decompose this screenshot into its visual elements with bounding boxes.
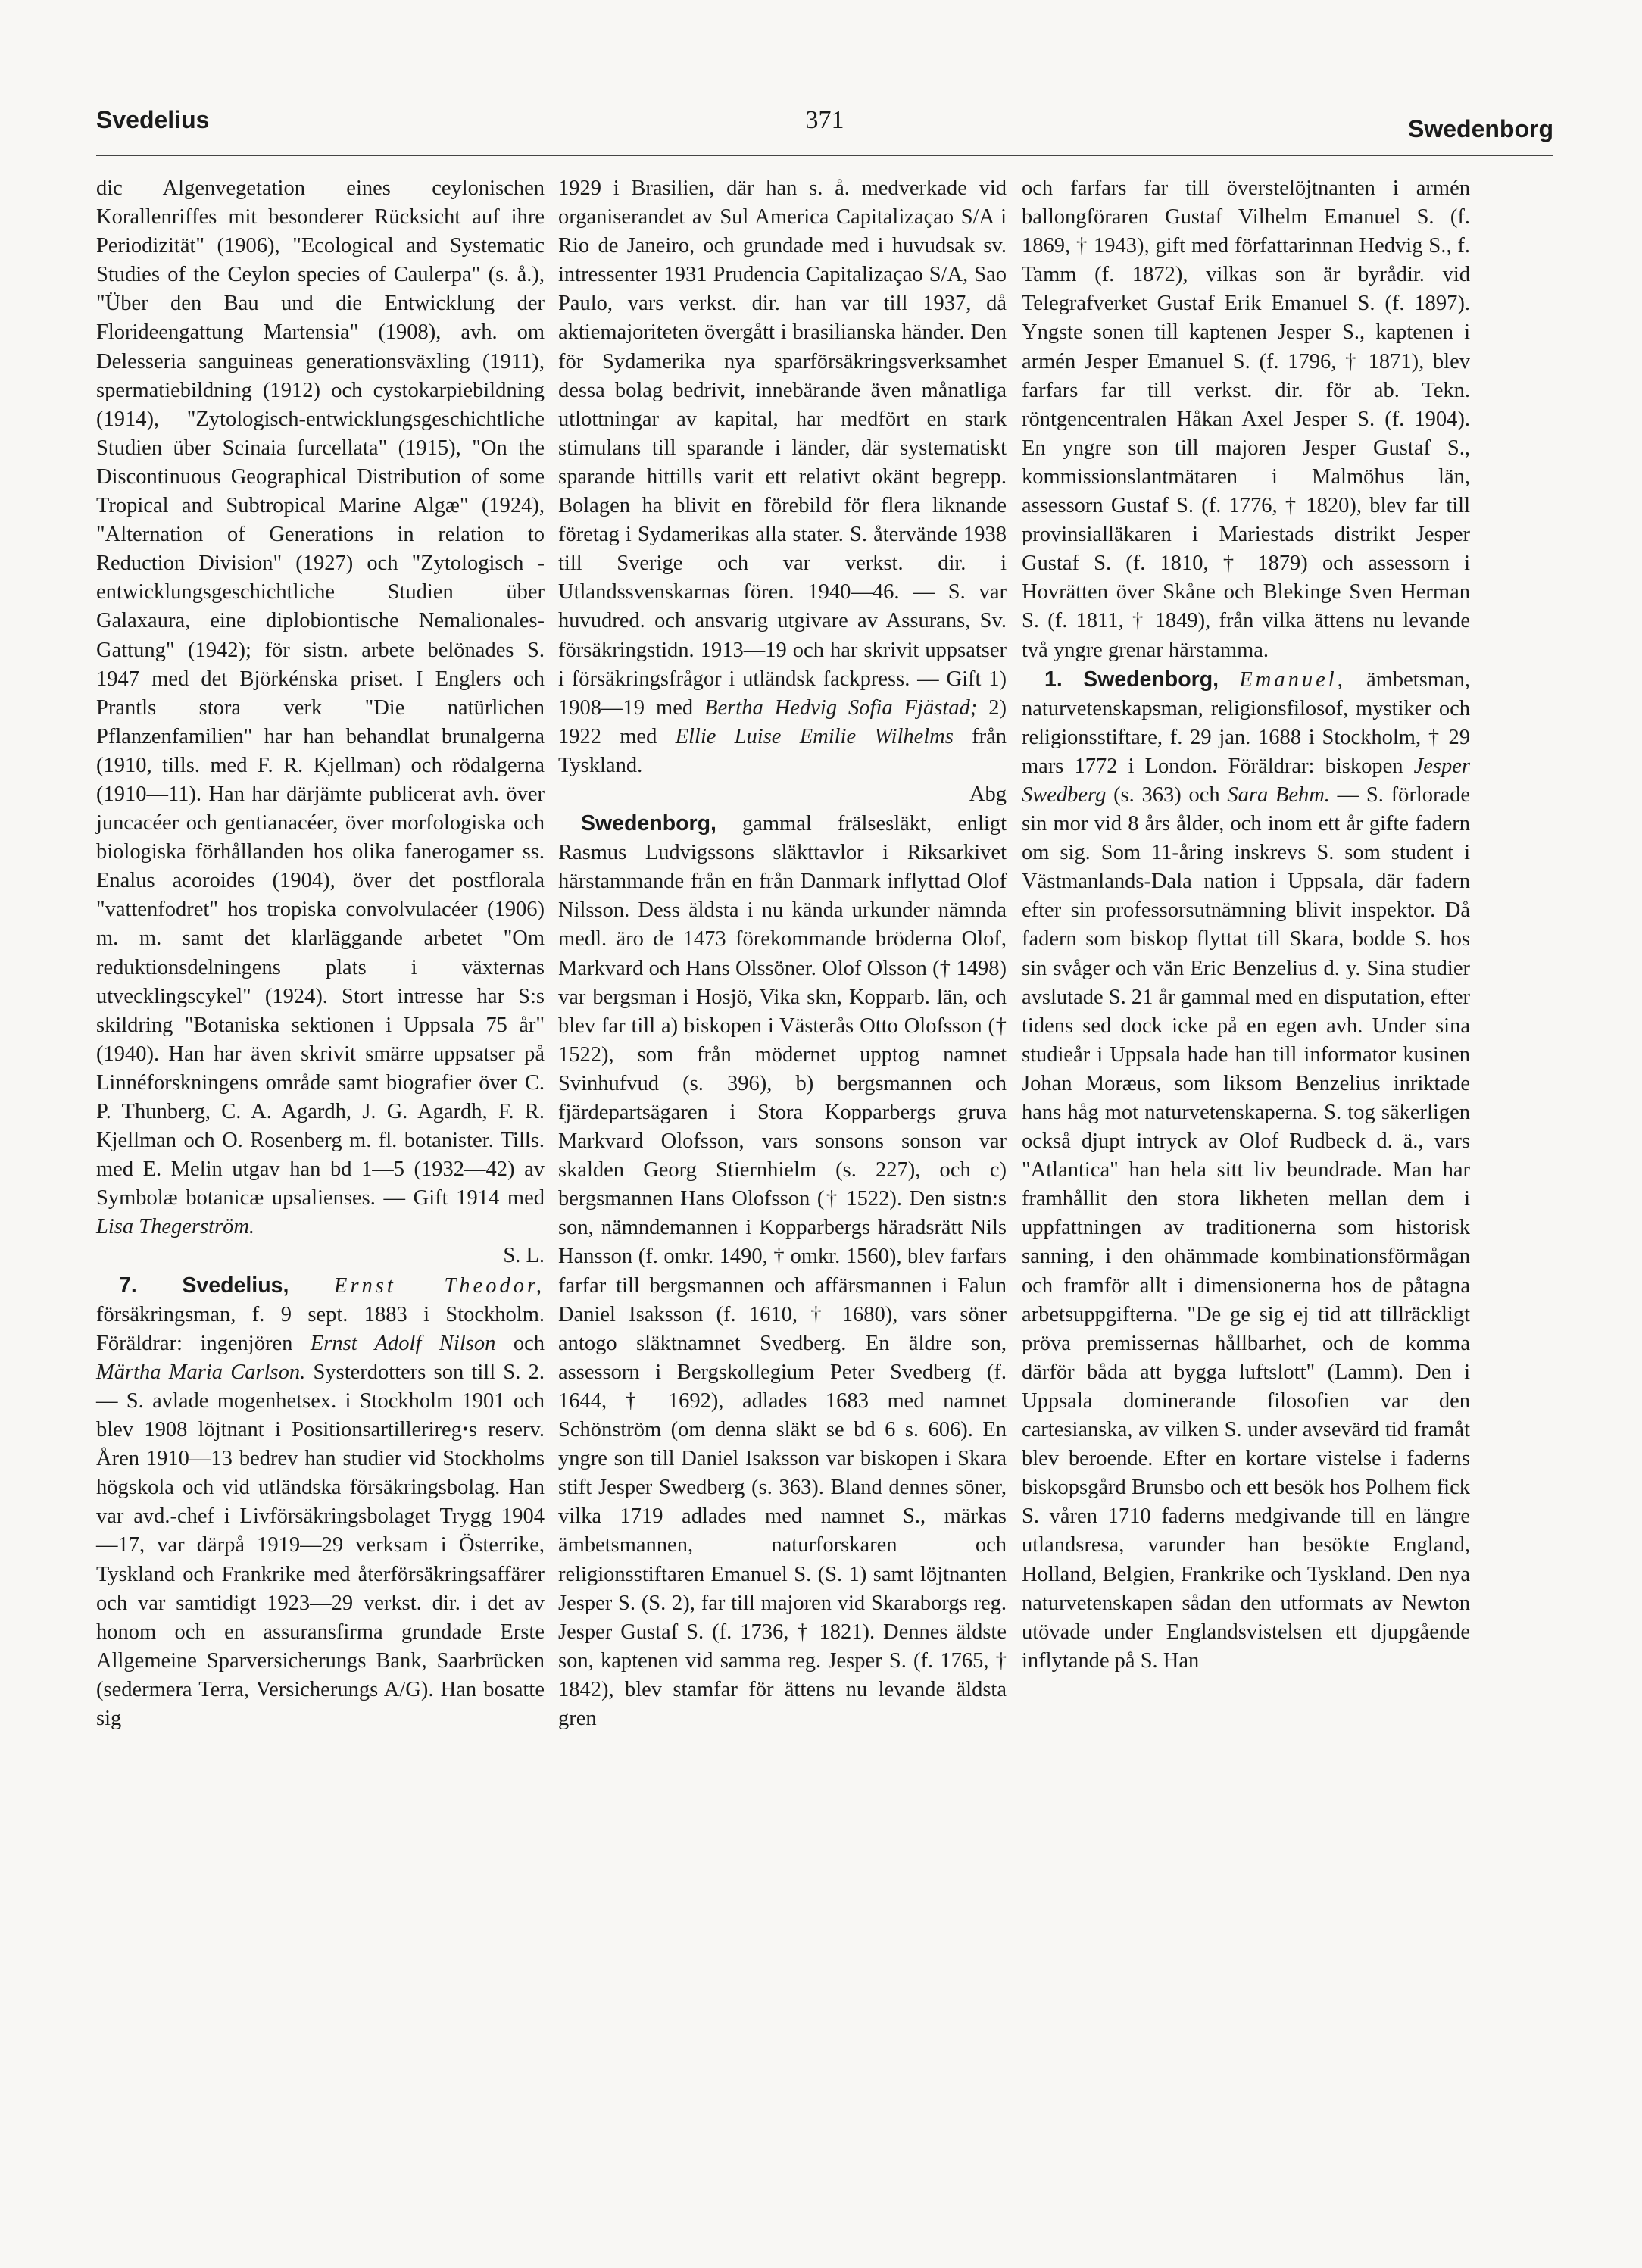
entry-svedelius-7 xyxy=(96,1271,545,1734)
paragraph-text: från Tyskland. xyxy=(558,724,1007,777)
father-name: Jesper Swedberg xyxy=(1022,754,1470,807)
entry-text: (s. 363) och xyxy=(1113,783,1220,807)
father-name: Ernst Adolf Nilson xyxy=(310,1331,496,1355)
entry-surname: Swedenborg, xyxy=(581,811,716,836)
page-number: 371 xyxy=(805,106,844,134)
mother-name: Sara Behm. xyxy=(1227,783,1330,807)
signature: Abg xyxy=(969,782,1007,806)
entry-swedenborg-1 xyxy=(1022,665,1470,1676)
entry-number: 7. xyxy=(119,1273,137,1298)
entry-text: och xyxy=(513,1331,545,1355)
entry-text: gammal frälsesläkt, enligt Rasmus Ludvigssons släkttavlor i Riksarkivet härstammande från en från Danmark inflyttad Olof Nilsson. Dess äldsta i nu kända urkunder nämnda medl. äro de 1473 förekommande bröderna Olof, Markvard och Hans Olssöner. Olof Olsson († 1498) var bergsman i Hosjö, Vika skn, Kopparb. län, och blev far till a) biskopen i Västerås Otto Olofsson († 1522), som från mödernet upptog namnet Svinhufvud (s. 396), b) bergsmannen och fjärdepartsägaren i Stora Kopparbergs gruva Markvard Olofsson, vars sonsons sonson var skalden Georg Stiernhielm (s. 227), och c) bergsmannen Hans Olofsson († 1522). Den sistn:s son, nämndemannen i Kopparbergs häradsrätt Nils Hansson (f. omkr. 1490, † omkr. 1560), blev farfars farfar till bergsmannen och affärsmannen i Falun Daniel Isaksson (f. 1610, † 1680), vars söner antogo släktnamnet Svedberg. En äldre son, assessorn i Bergskollegium Peter Svedberg (f. 1644, † 1692), adlades 1683 med namnet Schönström (om denna släkt se bd 6 s. 606). En yngre son till Daniel Isaksson var biskopen i Skara stift Jesper Swedberg (s. 363). Bland dennes söner, vilka 1719 adlades med namnet S., märkas ämbetsmannen, naturforskaren och religionsstiftaren Emanuel S. (S. 1) samt löjtnanten Jesper S. (S. 2), far till majoren vid Skaraborgs reg. Jesper Gustaf S. (f. 1736, † 1821). Dennes äldste son, kaptenen vid samma reg. Jesper S. (f. 1765, † 1842), blev stamfar för ättens nu levande äldsta gren xyxy=(558,812,1007,1730)
entry-text: ämbetsman, naturvetenskapsman, religionsfilosof, mystiker och religionsstiftare, f. 29 jan. 1688 i Stockholm, † 29 mars 1772 i London. Föräldrar: biskopen xyxy=(1022,667,1471,778)
entry-given-names: Emanuel, xyxy=(1239,667,1346,692)
paragraph-text: dic Algenvegetation eines ceylonischen Korallenriffes mit besonderer Rücksicht auf ihre Periodizität" (1906), "Ecological and Systematic Studies of the Ceylon species of Caulerpa" (s. å.), "Über den Bau und die Entwicklung der Florideengattung Martensia" (1908), avh. om Delesseria sanguineas generationsväxling (1911), spermatiebildning (1912) och cystokarpiebildning (1914), "Zytologisch-entwicklungsgeschichtliche Studien über Scinaia furcellata" (1915), "On the Discontinuous Geographical Distribution of some Tropical and Subtropical Marine Algæ" (1924), "Alternation of Generations in relation to Reduction Division" (1927) och "Zytologisch - entwicklungsgeschichtliche Studien über Galaxaura, eine diplobiontische Nemalionales-Gattung" (1942); för sistn. arbete belönades S. 1947 med det Björkénska priset. I Englers och Prantls stora verk "Die natürlichen Pflanzenfamilien" har han behandlat brunalgerna (1910, tills. med F. R. Kjellman) och rödalgerna (1910—11). Han har därjämte publicerat avh. över juncacéer och gentianacéer, över morfologiska och biologiska förhållanden hos olika fanerogamer ss. Enalus acoroides (1904), över det postflorala "vattenfodret" hos tropiska convolvulacéer (1906) m. m. samt det klarläggande arbetet "Om reduktionsdelningens plats i växternas utvecklingscykel" (1924). Stort intresse har S:s skildring "Botaniska sektionen i Uppsala 75 år" (1940). Han har även skrivit smärre uppsatser på Linnéforskningens område samt biografier över C. P. Thunberg, C. A. Agardh, J. G. Agardh, F. R. Kjellman och O. Rosenberg m. fl. botanister. Tills. med E. Melin utgav han bd 1—5 (1932—42) av Symbolæ botanicæ upsalienses. — Gift 1914 med xyxy=(96,177,545,1211)
spouse-name: Ellie Luise Emilie Wilhelms xyxy=(675,724,954,748)
paragraph: och farfars far till överstelöjtnanten i armén ballongföraren Gustaf Vilhelm Emanuel S. (f. 1869, † 1943), gift med författarinnan Hedvig S., f. Tamm (f. 1872), vilkas son är byrådir. vid Telegrafverket Gustaf Erik Emanuel S. (f. 1897). Yngste sonen till kaptenen Jesper S., kaptenen i armén Jesper Emanuel S. (f. 1796, † 1871), blev farfars far till verkst. dir. för ab. Tekn. röntgencentralen Håkan Axel Jesper S. (f. 1904). En yngre son till majoren Jesper Gustaf S., kommissionslantmätaren i Malmöhus län, assessorn Gustaf S. (f. 1776, † 1820), blev far till provinsialläkaren i Mariestads distrikt Jesper Gustaf S. (f. 1810, † 1879) och assessorn i Hovrätten över Skåne och Blekinge Sven Herman S. (f. 1811, † 1849), från vilka ättens nu levande två yngre grenar härstamma. xyxy=(1022,177,1470,662)
entry-text: — S. förlorade sin mor vid 8 års ålder, och inom ett år gifte fadern om sig. Som 11-åring inskrevs S. som student i Västmanlands-Dala nation i Uppsala, där fadern efter sin professorsutnämning blivit inspektor. Då fadern som biskop flyttat till Skara, bodde S. hos sin svåger och vän Eric Benzelius d. y. Sina studier avslutade S. 21 år gammal med en disputation, efter tidens sed dock icke på en egen avh. Under sina studieår i Uppsala hade han till informator kusinen Johan Moræus, som liksom Benzelius inriktade hans håg mot naturvetenskaperna. S. tog säkerligen också djupt intryck av Olof Rudbeck d. ä., vars "Atlantica" han hela sitt liv beundrade. Man har framhållit den stora likheten mellan dem i uppfattningen av traditionerna som historisk sanning, i den ohämmade kombinationsförmågan och framför allt i dimensionerna hos de påtagna arbetsuppgifterna. "De ge sig ej tid att tillräckligt pröva premissernas hållbarhet, och de komma därför båda att bygga luftslott" (Lamm). Den i Uppsala dominerande filosofien var den cartesianska, av vilken S. under avsevärd tid framåt blev beroende. Efter en kortare vistelse i faderns biskopsgård Brunsbo och ett besök hos Polhem fick S. våren 1710 faderns medgivande till en längre utlandsresa, varunder han besökte England, Holland, Belgien, Frankrike och Tyskland. Den nya naturvetenskapen sådan den utformats av Newton utövade under Englandsvistelsen ett djupgående inflytande på S. Han xyxy=(1022,783,1471,1673)
text-column-1 xyxy=(96,174,545,1733)
entry-given-names: Ernst Theodor, xyxy=(334,1273,545,1298)
paragraph xyxy=(96,174,545,1242)
entry-number: 1. xyxy=(1044,667,1063,692)
entry-surname: Svedelius, xyxy=(182,1273,289,1298)
mother-name: Märtha Maria Carlson. xyxy=(96,1360,306,1384)
spouse-name: Bertha Hedvig Sofia Fjästad; xyxy=(704,695,978,720)
paragraph-text: 1929 i Brasilien, där han s. å. medverkade vid organiserandet av Sul America Capitalizaçao S/A i Rio de Janeiro, och grundade med i huvudsak sv. intressenter 1931 Prudencia Capitalizaçao S/A, Sao Paulo, vars verkst. dir. han var till 1937, då aktiemajoriteten övergått i brasilianska händer. Den för Sydamerika nya sparförsäkringsverksamhet dessa bolag bedrivit, innebärande även månatliga utlottningar av kapital, har medfört en stark stimulans till sparande i länder, där systematiskt sparande hittills varit ett relativt okänt begrepp. Bolagen ha blivit en förebild för flera liknande företag i Sydamerikas alla stater. S. återvände 1938 till Sverige och var verkst. dir. i Utlandssvenskarnas fören. 1940—46. — S. var huvudred. och ansvarig utgivare av Assurans, Sv. försäkringstidn. 1913—19 och har skrivit uppsatser i försäkringsfrågor i utländsk fackpress. — Gift 1) 1908—19 med xyxy=(558,177,1007,720)
entry-text: Systerdotters son till S. 2. — S. avlade mogenhetsex. i Stockholm 1901 och blev 1908 löjtnant i Positionsartilleriregꞏs reserv. Åren 1910—13 bedrev han studier vid Stockholms högskola och vid utländska försäkringsbolag. Han var avd.-chef i Livförsäkringsbolaget Trygg 1904—17, var därpå 1919—29 verksam i Österrike, Tyskland och Frankrike med återförsäkringsaffärer och var samtidigt 1923—29 verkst. dir. i det av honom och en assuransfirma grundade Erste Allgemeine Sparversicherungs Bank, Saarbrücken (sedermera Terra, Versicherungs A/G). Han bosatte sig xyxy=(96,1360,545,1730)
header-left-title: Svedelius xyxy=(96,106,210,133)
text-column-3 xyxy=(1022,174,1470,1676)
entry-text: försäkringsman, f. 9 sept. 1883 i Stockholm. Föräldrar: ingenjören xyxy=(96,1302,545,1355)
text-column-2 xyxy=(558,174,1007,1733)
running-header xyxy=(96,106,1553,152)
entry-surname: Swedenborg, xyxy=(1083,667,1219,692)
signature: S. L. xyxy=(503,1244,545,1268)
header-right-title: Swedenborg xyxy=(1407,115,1553,142)
paragraph xyxy=(558,174,1007,780)
entry-swedenborg-family xyxy=(558,809,1007,1733)
header-rule xyxy=(96,155,1553,156)
paragraph-text: 2) 1922 med xyxy=(558,695,1007,748)
spouse-name: Lisa Thegerström. xyxy=(96,1215,255,1239)
